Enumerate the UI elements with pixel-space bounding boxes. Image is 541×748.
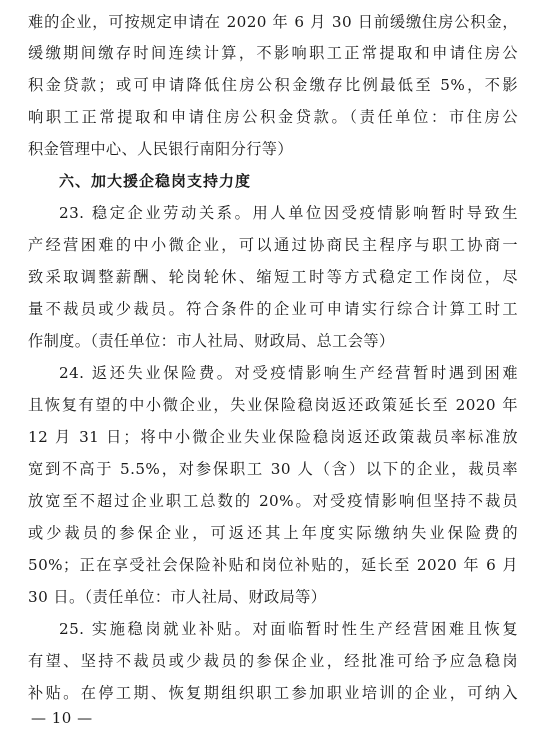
paragraph-line: 12 月 31 日；将中小微企业失业保险稳岗返还政策裁员率标准放	[28, 428, 518, 446]
paragraph-line: 30 日。（责任单位：市人社局、财政局等）	[28, 588, 327, 606]
paragraph-line: 量不裁员或少裁员。符合条件的企业可申请实行综合计算工时工	[28, 300, 518, 318]
paragraph-line: 致采取调整薪酬、轮岗轮休、缩短工时等方式稳定工作岗位，尽	[28, 268, 518, 286]
paragraph-line: 25. 实施稳岗就业补贴。对面临暂时性生产经营困难且恢复	[59, 620, 518, 638]
page-number: — 10 —	[31, 709, 93, 727]
paragraph-line: 且恢复有望的中小微企业，失业保险稳岗返还政策延长至 2020 年	[28, 396, 518, 414]
paragraph-line: 缓缴期间缴存时间连续计算，不影响职工正常提取和申请住房公	[28, 44, 518, 62]
paragraph-line: 积金管理中心、人民银行南阳分行等）	[28, 140, 293, 158]
paragraph-line: 产经营困难的中小微企业，可以通过协商民主程序与职工协商一	[28, 236, 518, 254]
paragraph-line: 24. 返还失业保险费。对受疫情影响生产经营暂时遇到困难	[59, 364, 518, 382]
paragraph-line: 有望、坚持不裁员或少裁员的参保企业，经批准可给予应急稳岗	[28, 652, 518, 670]
paragraph-line: 响职工正常提取和申请住房公积金贷款。（责任单位：市住房公	[28, 108, 518, 126]
paragraph-line: 宽到不高于 5.5%，对参保职工 30 人（含）以下的企业，裁员率	[28, 460, 518, 478]
paragraph-line: 难的企业，可按规定申请在 2020 年 6 月 30 日前缓缴住房公积金，	[28, 13, 518, 31]
paragraph-line: 50%；正在享受社会保险补贴和岗位补贴的，延长至 2020 年 6 月	[28, 556, 518, 574]
paragraph-line: 或少裁员的参保企业，可返还其上年度实际缴纳失业保险费的	[28, 524, 518, 542]
section-heading: 六、加大援企稳岗支持力度	[59, 172, 252, 190]
paragraph-line: 23. 稳定企业劳动关系。用人单位因受疫情影响暂时导致生	[59, 204, 518, 222]
paragraph-line: 作制度。（责任单位：市人社局、财政局、总工会等）	[28, 332, 395, 350]
paragraph-line: 补贴。在停工期、恢复期组织职工参加职业培训的企业，可纳入	[28, 684, 518, 702]
paragraph-line: 放宽至不超过企业职工总数的 20%。对受疫情影响但坚持不裁员	[28, 492, 518, 510]
paragraph-line: 积金贷款；或可申请降低住房公积金缴存比例最低至 5%，不影	[28, 76, 518, 94]
